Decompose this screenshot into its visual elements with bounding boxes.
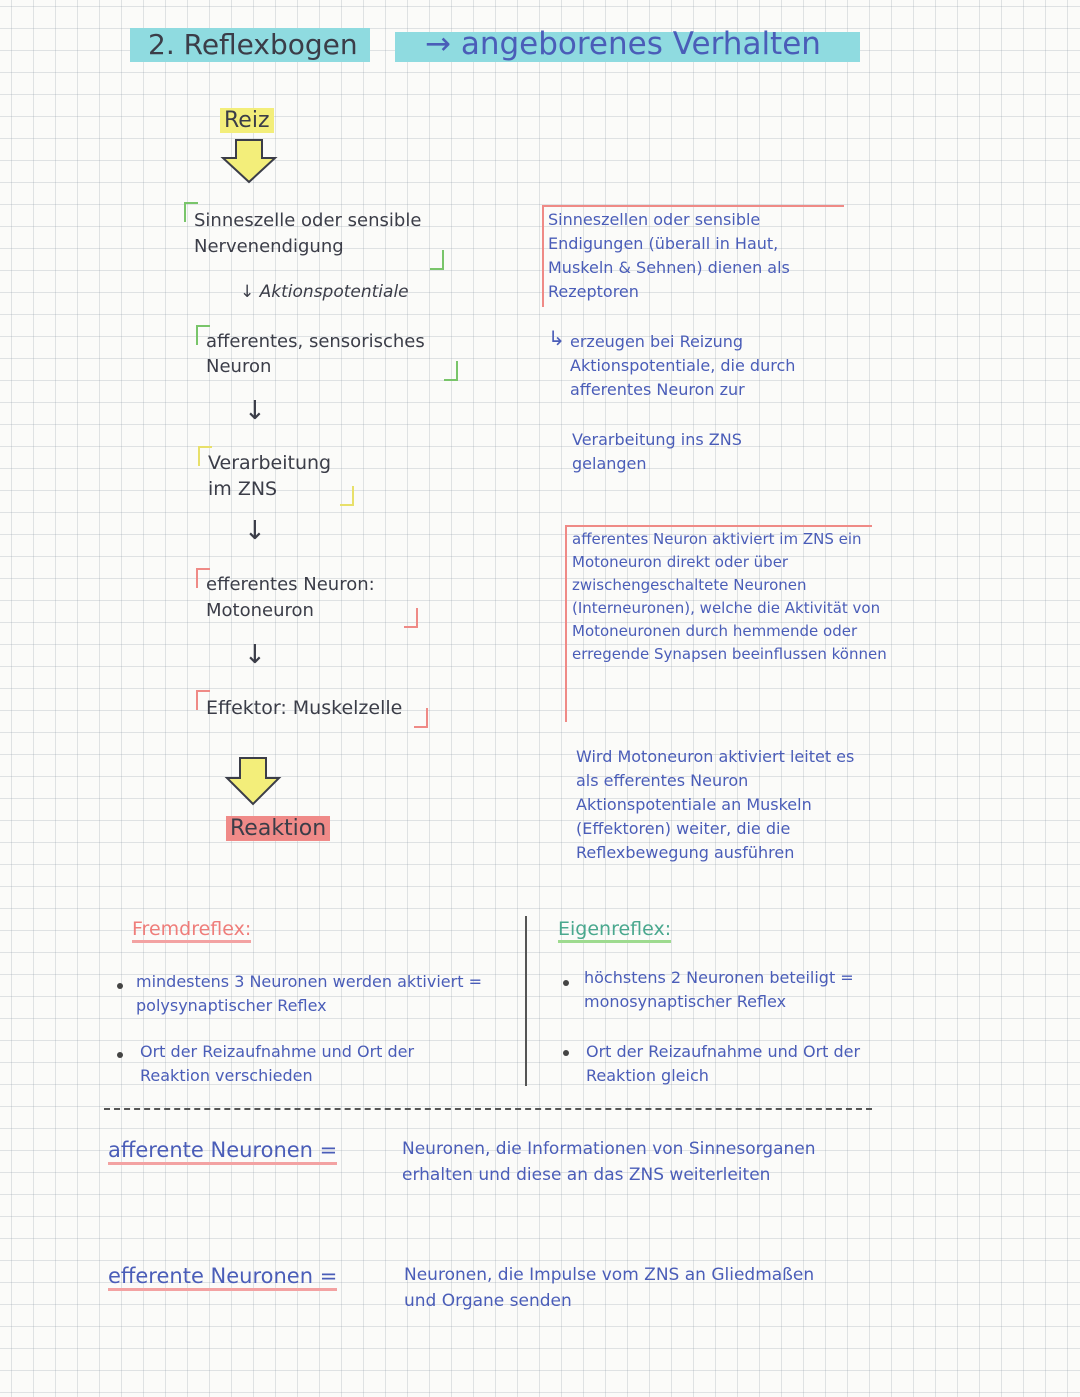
effector-text: Effektor: Muskelzelle [206,697,403,719]
ap-label: Aktionspotentiale [259,282,409,302]
bullet [563,1050,569,1056]
big-down-arrow-icon [220,138,278,184]
receptor-box [184,202,444,270]
fremdreflex-item-1: mindestens 3 Neuronen werden aktiviert = polysynaptischer Reflex [136,972,482,1015]
eigenreflex-item-1: höchstens 2 Neuronen beteiligt = monosynaptischer Reflex [584,968,854,1011]
small-down-arrow-icon: ↓ [240,282,255,302]
zns-note: Verarbeitung ins ZNS gelangen [572,430,742,473]
curved-arrow-icon: ↳ [548,326,565,350]
afferent-text: afferentes, sensorisches Neuron [206,331,425,377]
definition-text-efferent: Neuronen, die Impulse vom ZNS an Gliedmaßen und Organe senden [404,1265,815,1311]
down-arrow-3-icon: ↓ [244,640,266,670]
definition-text-afferent: Neuronen, die Informationen von Sinnesorganen erhalten und diese an das ZNS weiterleiten [402,1139,816,1185]
afferent-box [196,325,458,381]
ap-arrow [240,282,409,302]
reaction-label: Reaktion [226,816,330,841]
bullet [563,980,569,986]
fremdreflex-item-2: Ort der Reizaufnahme und Ort der Reaktion verschieden [140,1042,415,1085]
down-arrow-2-icon: ↓ [244,516,266,546]
efferent-text: efferentes Neuron: Motoneuron [206,574,375,621]
processing-box [198,446,354,506]
eigenreflex-item-2: Ort der Reizaufnahme und Ort der Reaktion gleich [586,1042,861,1085]
receptor-note: Sinneszellen oder sensible Endigungen (überall in Haut, Muskeln & Sehnen) dienen als Rezeptoren [548,210,790,301]
fremdreflex-title: Fremdreflex: [132,918,251,943]
ap-note: erzeugen bei Reizung Aktionspotentiale, die durch afferentes Neuron zur [570,332,796,399]
bullet [117,1052,123,1058]
processing-text: Verarbeitung im ZNS [208,452,332,500]
effector-box [196,690,428,728]
bullet [117,983,123,989]
definition-term-afferent: afferente Neuronen = [108,1138,337,1165]
receptor-text: Sinneszelle oder sensible Nervenendigung [194,210,422,257]
down-arrow-1-icon: ↓ [244,396,266,426]
efferent-box [196,568,418,628]
section-divider [104,1108,872,1110]
motoneuron-note: Wird Motoneuron aktiviert leitet es als efferentes Neuron Aktionspotentiale an Muskeln (Effektoren) weiter, die die Reflexbewegung ausführen [576,747,855,862]
page-subtitle: → angeborenes Verhalten [425,26,821,62]
comparison-divider [525,916,527,1086]
page-title: 2. Reflexbogen [148,28,358,61]
interneuron-note: afferentes Neuron aktiviert im ZNS ein Motoneuron direkt oder über zwischengeschaltete Neuronen (Interneuronen), welche die Aktivität von Motoneuronen durch hemmende oder erregende Synapsen beeinflussen können [572,530,887,663]
eigenreflex-title: Eigenreflex: [558,918,671,943]
definition-term-efferent: efferente Neuronen = [108,1264,337,1291]
stimulus-label: Reiz [220,108,274,133]
big-down-arrow-2-icon [224,756,282,806]
